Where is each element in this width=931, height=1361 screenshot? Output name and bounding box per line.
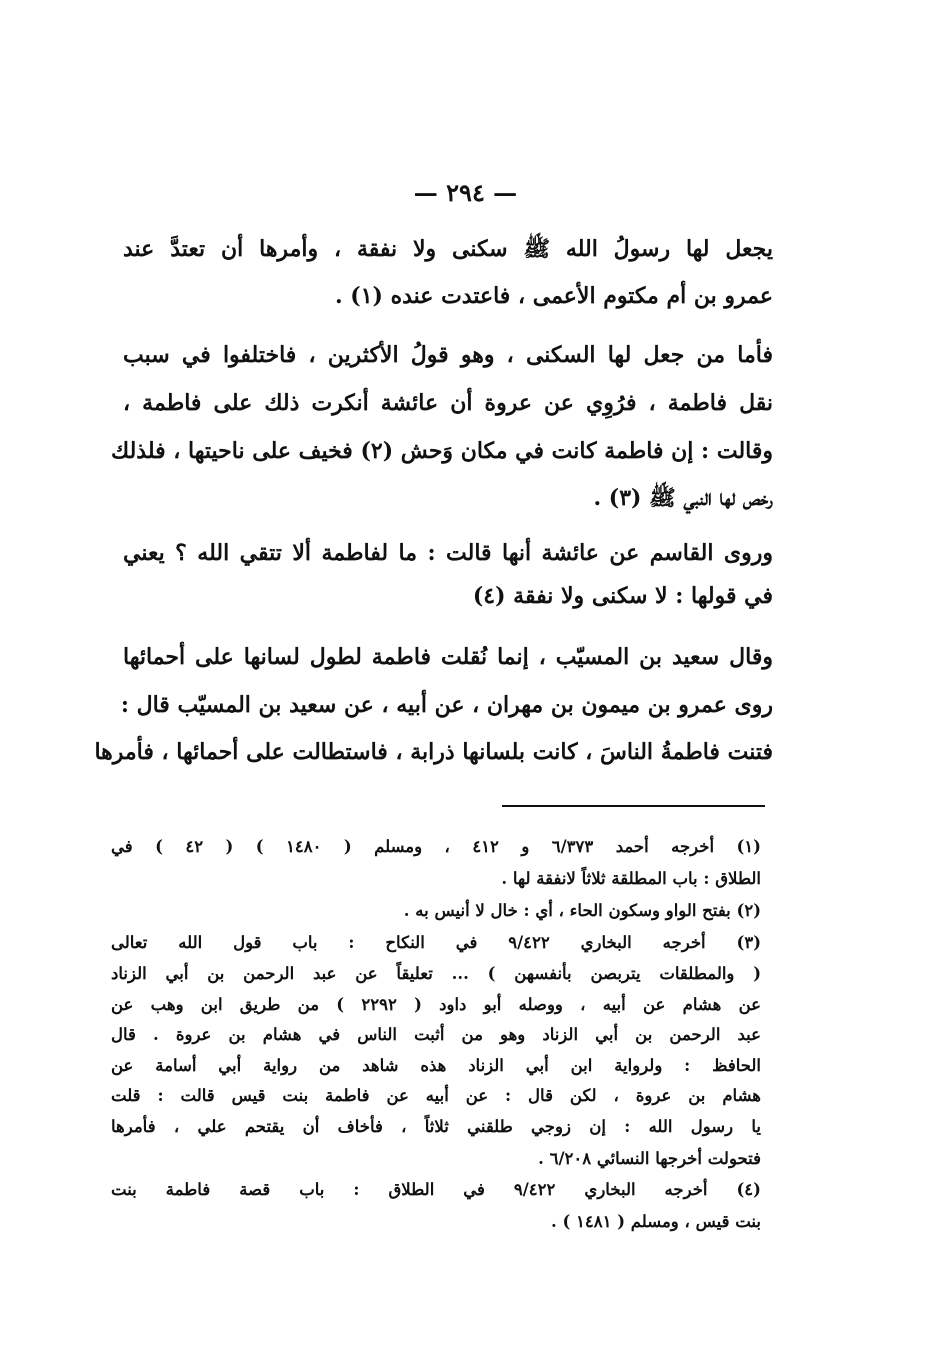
body-line: نقل فاطمة ، فرُوِي عن عروة أن عائشة أنكرت ذلك على فاطمة ، xyxy=(123,390,773,416)
body-line: رخص لها النبي ﷺ (٣) . xyxy=(593,485,773,511)
footnote-line: عبد الرحمن بن أبي الزناد وهو من أثبت الناس في هشام بن عروة . قال xyxy=(111,1025,761,1044)
footnote-line: يا رسول الله : إن زوجي طلقني ثلاثاً ، فأخاف أن يقتحم علي ، فأمرها xyxy=(111,1117,761,1136)
footnote-line: ( والمطلقات يتربصن بأنفسهن ) ... تعليقاً عن عبد الرحمن بن أبي الزناد xyxy=(111,964,761,983)
page-number: — ٢٩٤ — xyxy=(413,178,518,207)
footnote-divider xyxy=(502,805,765,807)
footnote-line: (٢) بفتح الواو وسكون الحاء ، أي : خال لا أنيس به . xyxy=(403,901,761,920)
body-line: يجعل لها رسولُ الله ﷺ سكنى ولا نفقة ، وأمرها أن تعتدَّ عند xyxy=(123,236,773,262)
body-line: روى عمرو بن ميمون بن مهران ، عن أبيه ، عن سعيد بن المسيّب قال : xyxy=(120,692,773,718)
body-line: وروى القاسم عن عائشة أنها قالت : ما لفاطمة ألا تتقي الله ؟ يعني xyxy=(123,540,773,566)
footnote-line: بنت قيس ، ومسلم ( ١٤٨١ ) . xyxy=(551,1212,761,1231)
footnote-line: عن هشام عن أبيه ، ووصله أبو داود ( ٢٢٩٢ ) من طريق ابن وهب عن xyxy=(111,995,761,1014)
body-line: فتنت فاطمةُ الناسَ ، كانت بلسانها ذرابة ، فاستطالت على أحمائها ، فأمرها xyxy=(94,739,773,765)
footnote-line: الطلاق : باب المطلقة ثلاثاً لانفقة لها . xyxy=(501,869,761,888)
footnote-line: هشام بن عروة ، لكن قال : عن أبيه عن فاطمة بنت قيس قالت : قلت xyxy=(111,1086,761,1105)
body-line: في قولها : لا سكنى ولا نفقة (٤) xyxy=(472,583,773,609)
footnote-line: الحافظ : ولرواية ابن أبي الزناد هذه شاهد من رواية أبي أسامة عن xyxy=(111,1056,761,1075)
footnote-line: فتحولت أخرجها النسائي ٦/٢٠٨ . xyxy=(538,1149,761,1168)
body-line: وقال سعيد بن المسيّب ، إنما نُقلت فاطمة لطول لسانها على أحمائها xyxy=(123,644,773,670)
footnote-line: (١) أخرجه أحمد ٦/٣٧٣ و ٤١٢ ، ومسلم ( ١٤٨٠ ) ( ٤٢ ) في xyxy=(111,837,761,856)
footnote-line: (٣) أخرجه البخاري ٩/٤٢٢ في النكاح : باب قول الله تعالى xyxy=(111,933,761,952)
footnote-line: (٤) أخرجه البخاري ٩/٤٢٢ في الطلاق : باب قصة فاطمة بنت xyxy=(111,1180,761,1199)
body-line: وقالت : إن فاطمة كانت في مكان وَحش (٢) فخيف على ناحيتها ، فلذلك xyxy=(111,438,773,464)
body-line: فأما من جعل لها السكنى ، وهو قولُ الأكثرين ، فاختلفوا في سبب xyxy=(123,342,773,368)
body-line: عمرو بن أم مكتوم الأعمى ، فاعتدت عنده (١) . xyxy=(334,283,773,309)
